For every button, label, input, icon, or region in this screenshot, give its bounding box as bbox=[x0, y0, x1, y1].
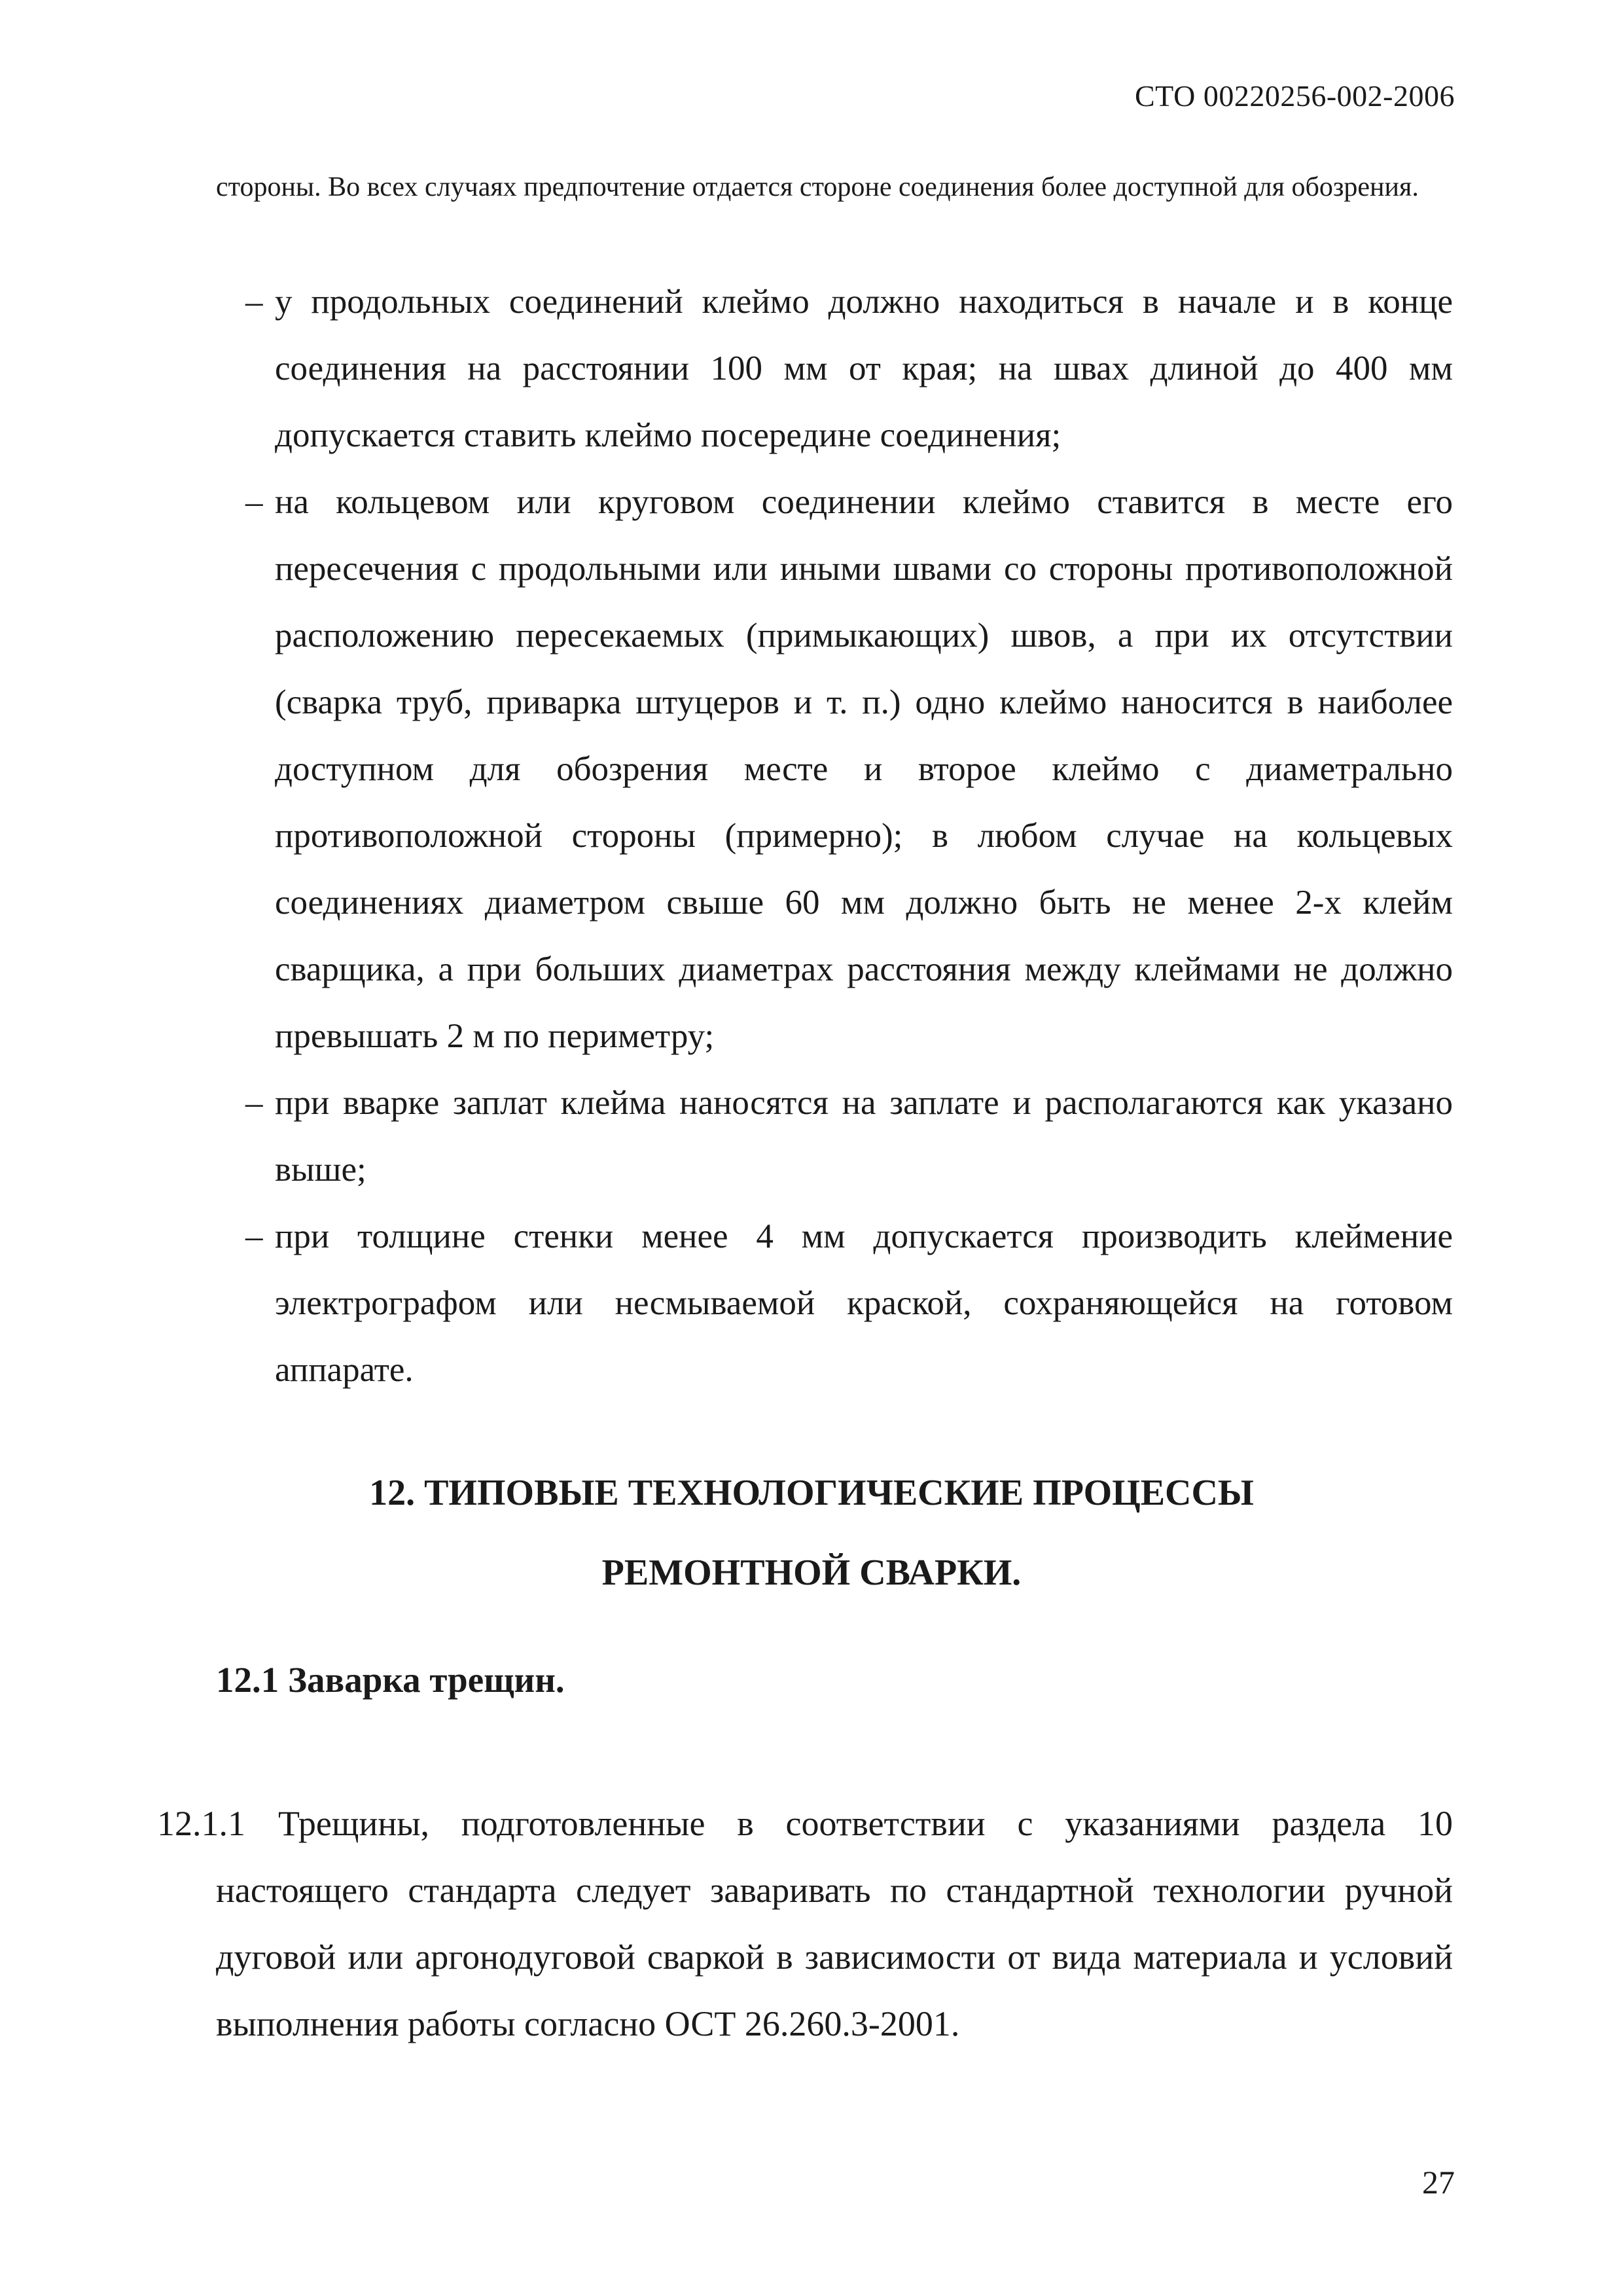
list-item-text: при вварке заплат клейма наносятся на заплате и располагаются как указано выше; bbox=[275, 1084, 1453, 1189]
paragraph-number: 12.1.1 bbox=[157, 1804, 245, 1843]
list-item-text: на кольцевом или круговом соединении клеймо ставится в месте его пересечения с продольными или иными швами со стороны противоположной расположению пересекаемых (примыкающих) швов, а при их отсутствии (сварка труб, приварка штуцеров и т. п.) одно клеймо наносится в наиболее доступном для обозрения месте и второе клеймо с диаметрально противоположной стороны (примерно); в любом случае на кольцевых соединениях диаметром свыше 60 мм должно быть не менее 2-х клейм сварщика, а при больших диаметрах расстояния между клеймами не должно превышать 2 м по периметру; bbox=[275, 483, 1453, 1055]
list-dash: – bbox=[245, 483, 263, 521]
marking-rules-list bbox=[245, 268, 1453, 1403]
list-dash: – bbox=[245, 283, 263, 321]
numbered-paragraph bbox=[157, 1790, 1453, 2057]
list-item-text: у продольных соединений клеймо должно находиться в начале и в конце соединения на расстоянии 100 мм от края; на швах длиной до 400 мм допускается ставить клеймо посередине соединения; bbox=[275, 283, 1453, 454]
page-number: 27 bbox=[1422, 2164, 1455, 2200]
list-item bbox=[245, 469, 1453, 1069]
list-item bbox=[245, 268, 1453, 469]
list-dash: – bbox=[245, 1084, 263, 1122]
list-dash: – bbox=[245, 1217, 263, 1255]
list-item bbox=[245, 1203, 1453, 1403]
section-heading-line-1: 12. ТИПОВЫЕ ТЕХНОЛОГИЧЕСКИЕ ПРОЦЕССЫ bbox=[369, 1473, 1254, 1513]
section-heading bbox=[0, 1453, 1623, 1613]
document-code-header: СТО 00220256-002-2006 bbox=[1134, 79, 1455, 113]
paragraph-text: Трещины, подготовленные в соответствии с указаниями раздела 10 настоящего стандарта следует заваривать по стандартной технологии ручной дуговой или аргонодуговой сваркой в зависимости от вида материала и условий выполнения работы согласно ОСТ 26.260.3-2001. bbox=[216, 1804, 1453, 2043]
section-heading-line-2: РЕМОНТНОЙ СВАРКИ. bbox=[601, 1552, 1022, 1593]
list-item-text: при толщине стенки менее 4 мм допускается производить клеймение электрографом или несмываемой краской, сохраняющейся на готовом аппарате. bbox=[275, 1217, 1453, 1389]
intro-continuation-text: стороны. Во всех случаях предпочтение отдается стороне соединения более доступной для обозрения. bbox=[216, 172, 1419, 202]
subsection-heading: 12.1 Заварка трещин. bbox=[216, 1660, 565, 1700]
list-item bbox=[245, 1069, 1453, 1203]
